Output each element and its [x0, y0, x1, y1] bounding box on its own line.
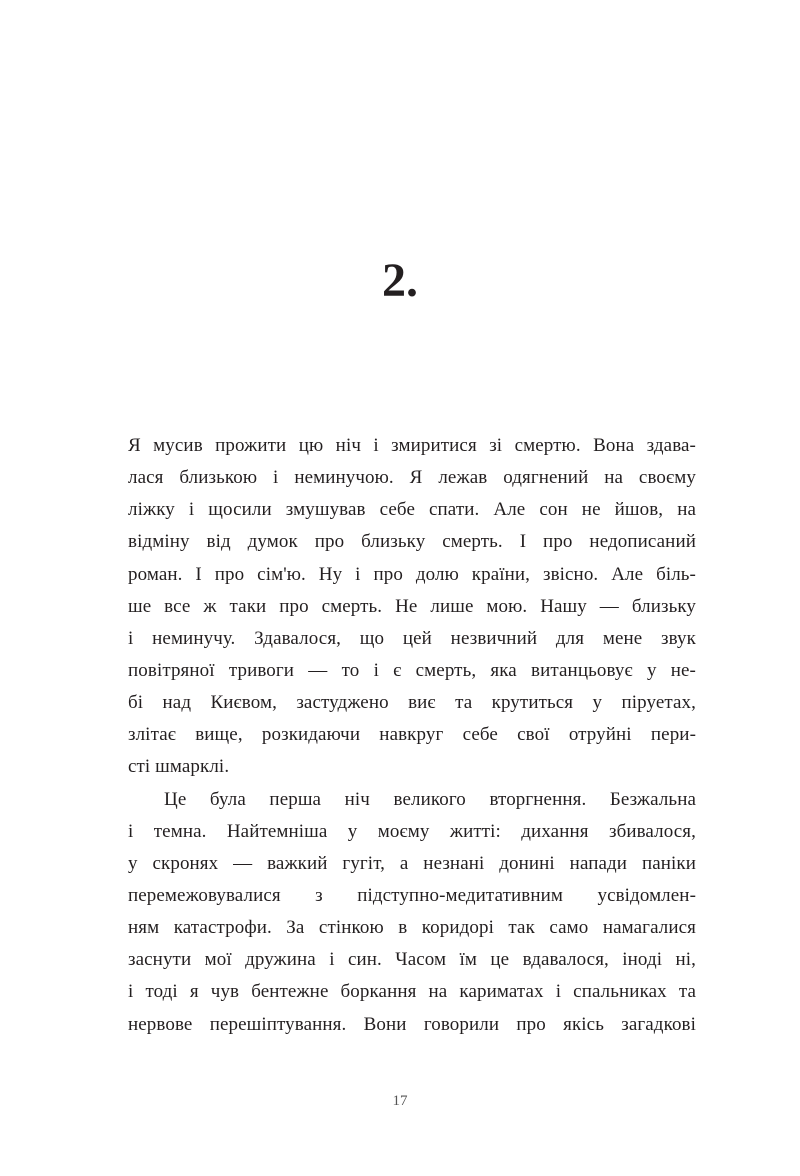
text-line: сті шмарклі.	[128, 756, 230, 778]
text-line: Я мусив прожити цю ніч і змиритися зі смертю. Вона здава-	[128, 435, 696, 456]
text-line: бі над Києвом, застуджено виє та крутиться у піруетах,	[128, 692, 696, 714]
text-line: і тоді я чув бентежне боркання на кариматах і спальниках та	[128, 981, 696, 1003]
paragraph-2	[128, 784, 696, 1041]
text-line: нервове перешіптування. Вони говорили про якісь загадкові	[128, 1013, 696, 1035]
text-line: роман. І про сім'ю. Ну і про долю країни, звісно. Але біль-	[128, 563, 696, 585]
text-line: ше все ж таки про смерть. Не лише мою. Нашу — близьку	[128, 595, 696, 617]
text-line: повітряної тривоги — то і є смерть, яка витанцьовує у не-	[128, 659, 696, 681]
paragraph-1	[128, 430, 696, 784]
text-line: перемежовувалися з підступно-медитативним усвідомлен-	[128, 884, 696, 906]
text-line: лася близькою і неминучою. Я лежав одягнений на своєму	[128, 467, 696, 489]
text-line: і неминучу. Здавалося, що цей незвичний для мене звук	[128, 627, 696, 649]
text-line: заснути мої дружина і син. Часом їм це вдавалося, іноді ні,	[128, 949, 696, 971]
text-line: ням катастрофи. За стінкою в коридорі так само намагалися	[128, 917, 696, 939]
text-line: Це була перша ніч великого вторгнення. Безжальна	[164, 788, 696, 810]
text-line: і темна. Найтемніша у моєму житті: дихання збивалося,	[128, 820, 696, 842]
text-line: у скронях — важкий гугіт, а незнані донині напади паніки	[128, 852, 696, 874]
body-text	[128, 430, 696, 1041]
text-line: відміну від думок про близьку смерть. І про недописаний	[128, 531, 696, 553]
page-number: 17	[392, 1093, 408, 1109]
chapter-number: 2.	[382, 254, 418, 307]
text-line: злітає вище, розкидаючи навкруг себе свої отруйні пери-	[128, 724, 696, 746]
text-line: ліжку і щосили змушував себе спати. Але сон не йшов, на	[128, 499, 696, 521]
